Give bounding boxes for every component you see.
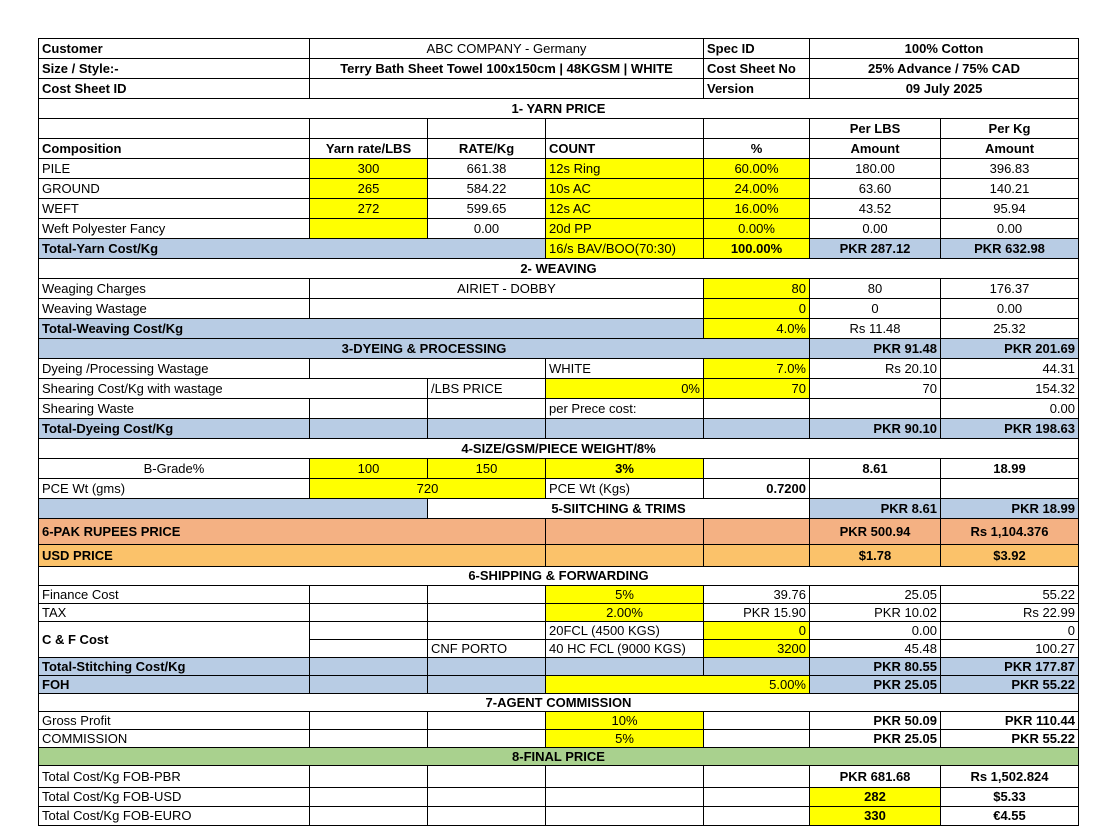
bgrade-kg: 18.99 [941, 459, 1079, 479]
cf-cost-label: C & F Cost [39, 622, 310, 658]
yarn-amount-kg: 396.83 [941, 159, 1079, 179]
cell [310, 399, 428, 419]
yarn-amount-kg: 0.00 [941, 219, 1079, 239]
dyeing-wastage-lbs: Rs 20.10 [810, 359, 941, 379]
foh-pct-input[interactable]: 5.00% [546, 676, 810, 694]
shearing-waste-row [39, 399, 1079, 419]
cell [310, 359, 546, 379]
header-row-size [39, 59, 1079, 79]
weaving-charges-lbs: 80 [810, 279, 941, 299]
yarn-column-header-row [39, 139, 1079, 159]
yarn-pct-input[interactable]: 60.00% [704, 159, 810, 179]
stitching-total-lbs: PKR 80.55 [810, 658, 941, 676]
yarn-total-lbs: PKR 287.12 [810, 239, 941, 259]
finance-pct-input[interactable]: 5% [546, 586, 704, 604]
weaving-total-kg: 25.32 [941, 319, 1079, 339]
weaving-total-pct[interactable]: 4.0% [704, 319, 810, 339]
cell [428, 658, 546, 676]
per-lbs-header: Per LBS [810, 119, 941, 139]
cell [546, 545, 704, 567]
cell [704, 519, 810, 545]
yarn-amount-kg: 95.94 [941, 199, 1079, 219]
fob-euro-row [39, 807, 1079, 826]
section-title-row [39, 259, 1079, 279]
yarn-total-count[interactable]: 16/s BAV/BOO(70:30) [546, 239, 704, 259]
foh-kg: PKR 55.22 [941, 676, 1079, 694]
cell [704, 419, 810, 439]
shearing-waste-kg: 0.00 [941, 399, 1079, 419]
usd-price-lbs: $1.78 [810, 545, 941, 567]
yarn-amount-lbs: 180.00 [810, 159, 941, 179]
agent-section-title: 7-AGENT COMMISSION [39, 694, 1079, 712]
cell [546, 658, 704, 676]
shearing-cost-input[interactable]: 70 [704, 379, 810, 399]
yarn-row-polyester [39, 219, 1079, 239]
yarn-subheader-row [39, 119, 1079, 139]
stitching-total-label: Total-Stitching Cost/Kg [39, 658, 310, 676]
per-kg-header: Per Kg [941, 119, 1079, 139]
yarn-rate-input[interactable]: 272 [310, 199, 428, 219]
cell [546, 119, 704, 139]
dyeing-total-lbs: PKR 90.10 [810, 419, 941, 439]
cell [941, 479, 1079, 499]
pce-weight-label: PCE Wt (gms) [39, 479, 310, 499]
weaving-section-title: 2- WEAVING [39, 259, 1079, 279]
weaving-total-lbs: Rs 11.48 [810, 319, 941, 339]
fcl20-row [39, 622, 1079, 640]
fcl20-kg: 0 [941, 622, 1079, 640]
loom-type[interactable]: AIRIET - DOBBY [310, 279, 704, 299]
gross-profit-kg: PKR 110.44 [941, 712, 1079, 730]
cell [428, 788, 546, 807]
finance-lbs: 25.05 [810, 586, 941, 604]
rupees-price-label: 6-PAK RUPEES PRICE [39, 519, 546, 545]
dyeing-title-lbs: PKR 91.48 [810, 339, 941, 359]
dyeing-title-kg: PKR 201.69 [941, 339, 1079, 359]
yarn-section-title: 1- YARN PRICE [39, 99, 1079, 119]
cost-sheet-id-label: Cost Sheet ID [39, 79, 310, 99]
fcl20-input[interactable]: 0 [704, 622, 810, 640]
bgrade-label: B-Grade% [39, 459, 310, 479]
size-style-value[interactable]: Terry Bath Sheet Towel 100x150cm | 48KGSM | WHITE [310, 59, 704, 79]
gross-profit-lbs: PKR 50.09 [810, 712, 941, 730]
cell [704, 712, 810, 730]
stitching-total-kg: PKR 177.87 [941, 658, 1079, 676]
weaving-charges-label: Weaging Charges [39, 279, 310, 299]
yarn-count-input[interactable]: 12s Ring [546, 159, 704, 179]
fcl40-kg: 100.27 [941, 640, 1079, 658]
cell [546, 419, 704, 439]
composition-header: Composition [39, 139, 310, 159]
size-style-label: Size / Style:- [39, 59, 310, 79]
dyeing-section-title: 3-DYEING & PROCESSING [39, 339, 810, 359]
finance-cost-label: Finance Cost [39, 586, 310, 604]
stitching-kg: PKR 18.99 [941, 499, 1079, 519]
gross-profit-row [39, 712, 1079, 730]
section-title-row [39, 99, 1079, 119]
cell [310, 299, 704, 319]
cell [310, 788, 428, 807]
size-section-title: 4-SIZE/GSM/PIECE WEIGHT/8% [39, 439, 1079, 459]
customer-value[interactable]: ABC COMPANY - Germany [310, 39, 704, 59]
cell [704, 399, 810, 419]
dyeing-title-row [39, 339, 1079, 359]
cell [310, 604, 428, 622]
section-title-row [39, 567, 1079, 586]
shearing-cost-row [39, 379, 1079, 399]
version-label: Version [704, 79, 810, 99]
cell [428, 622, 546, 640]
weaving-charges-kg: 176.37 [941, 279, 1079, 299]
yarn-rate-input[interactable]: 265 [310, 179, 428, 199]
section-title-row [39, 694, 1079, 712]
stitching-section-title: 5-SIITCHING & TRIMS [428, 499, 810, 519]
cell [310, 119, 428, 139]
weaving-total-label: Total-Weaving Cost/Kg [39, 319, 704, 339]
cost-sheet-id-value[interactable] [310, 79, 704, 99]
pct-header: % [704, 139, 810, 159]
cost-sheet-no-value[interactable]: 25% Advance / 75% CAD [810, 59, 1079, 79]
gross-profit-label: Gross Profit [39, 712, 310, 730]
fcl40-lbs: 45.48 [810, 640, 941, 658]
cell [546, 788, 704, 807]
dyeing-wastage-kg: 44.31 [941, 359, 1079, 379]
spec-id-label: Spec ID [704, 39, 810, 59]
yarn-count-input[interactable]: 20d PP [546, 219, 704, 239]
foh-row [39, 676, 1079, 694]
pce-kgs-label: PCE Wt (Kgs) [546, 479, 704, 499]
yarn-rate-kg: 599.65 [428, 199, 546, 219]
cell [310, 658, 428, 676]
cell [428, 399, 546, 419]
weaving-wastage-input[interactable]: 0 [704, 299, 810, 319]
dyeing-color[interactable]: WHITE [546, 359, 704, 379]
shearing-waste-label: Shearing Waste [39, 399, 310, 419]
version-value[interactable]: 09 July 2025 [810, 79, 1079, 99]
yarn-amount-kg: 140.21 [941, 179, 1079, 199]
tax-row [39, 604, 1079, 622]
cell [310, 622, 428, 640]
yarn-row-weft [39, 199, 1079, 219]
yarn-total-row [39, 239, 1079, 259]
commission-lbs: PKR 25.05 [810, 730, 941, 748]
yarn-rate-header: Yarn rate/LBS [310, 139, 428, 159]
rupees-price-row [39, 519, 1079, 545]
cell [428, 604, 546, 622]
commission-pct-input[interactable]: 5% [546, 730, 704, 748]
fob-pbr-kg: Rs 1,502.824 [941, 766, 1079, 788]
tax-kg: Rs 22.99 [941, 604, 1079, 622]
yarn-name: PILE [39, 159, 310, 179]
fob-usd-row [39, 788, 1079, 807]
cell [428, 586, 546, 604]
bgrade-lbs: 8.61 [810, 459, 941, 479]
bgrade-input-2[interactable]: 150 [428, 459, 546, 479]
fcl40-label: 40 HC FCL (9000 KGS) [546, 640, 704, 658]
cell [704, 807, 810, 826]
tax-pct-input[interactable]: 2.00% [546, 604, 704, 622]
cell [310, 586, 428, 604]
dyeing-total-row [39, 419, 1079, 439]
piece-cost-label: per Prece cost: [546, 399, 704, 419]
cell [428, 676, 546, 694]
yarn-pct-input[interactable]: 0.00% [704, 219, 810, 239]
rupees-price-lbs: PKR 500.94 [810, 519, 941, 545]
yarn-total-kg: PKR 632.98 [941, 239, 1079, 259]
yarn-amount-lbs: 0.00 [810, 219, 941, 239]
fcl20-lbs: 0.00 [810, 622, 941, 640]
yarn-rate-input[interactable] [310, 219, 428, 239]
cost-sheet-table [38, 38, 1079, 826]
customer-label: Customer [39, 39, 310, 59]
cell [704, 766, 810, 788]
weaving-charges-input[interactable]: 80 [704, 279, 810, 299]
rupees-price-kg: Rs 1,104.376 [941, 519, 1079, 545]
cell [428, 807, 546, 826]
cell [310, 640, 428, 658]
yarn-name: WEFT [39, 199, 310, 219]
cell [704, 459, 810, 479]
cell [546, 766, 704, 788]
shearing-cost-label: Shearing Cost/Kg with wastage [39, 379, 428, 399]
yarn-pct-input[interactable]: 16.00% [704, 199, 810, 219]
cost-sheet-no-label: Cost Sheet No [704, 59, 810, 79]
rate-kg-header: RATE/Kg [428, 139, 546, 159]
cell [310, 676, 428, 694]
cell [546, 807, 704, 826]
cell [428, 730, 546, 748]
cell [39, 119, 310, 139]
cell [810, 399, 941, 419]
yarn-rate-kg: 584.22 [428, 179, 546, 199]
tax-base: PKR 15.90 [704, 604, 810, 622]
finance-cost-row [39, 586, 1079, 604]
commission-label: COMMISSION [39, 730, 310, 748]
weaving-wastage-lbs: 0 [810, 299, 941, 319]
fcl40-input[interactable]: 3200 [704, 640, 810, 658]
foh-lbs: PKR 25.05 [810, 676, 941, 694]
yarn-count-input[interactable]: 10s AC [546, 179, 704, 199]
spec-id-value[interactable]: 100% Cotton [810, 39, 1079, 59]
pce-kgs-value: 0.7200 [704, 479, 810, 499]
yarn-amount-lbs: 43.52 [810, 199, 941, 219]
cell [810, 479, 941, 499]
dyeing-wastage-label: Dyeing /Processing Wastage [39, 359, 310, 379]
tax-lbs: PKR 10.02 [810, 604, 941, 622]
cell [428, 119, 546, 139]
fob-usd-kg: $5.33 [941, 788, 1079, 807]
fcl20-label: 20FCL (4500 KGS) [546, 622, 704, 640]
weaving-total-row [39, 319, 1079, 339]
shearing-cost-kg: 154.32 [941, 379, 1079, 399]
cell [546, 519, 704, 545]
stitching-total-row [39, 658, 1079, 676]
yarn-total-label: Total-Yarn Cost/Kg [39, 239, 546, 259]
finance-kg: 55.22 [941, 586, 1079, 604]
commission-kg: PKR 55.22 [941, 730, 1079, 748]
cell [428, 419, 546, 439]
tax-label: TAX [39, 604, 310, 622]
cell [704, 545, 810, 567]
weaving-wastage-kg: 0.00 [941, 299, 1079, 319]
bgrade-input-1[interactable]: 100 [310, 459, 428, 479]
cell [310, 419, 428, 439]
shearing-cost-lbs: 70 [810, 379, 941, 399]
cell [704, 788, 810, 807]
yarn-rate-input[interactable]: 300 [310, 159, 428, 179]
yarn-pct-input[interactable]: 24.00% [704, 179, 810, 199]
cell [310, 730, 428, 748]
yarn-count-input[interactable]: 12s AC [546, 199, 704, 219]
final-title-row [39, 748, 1079, 766]
yarn-rate-kg: 0.00 [428, 219, 546, 239]
yarn-total-pct: 100.00% [704, 239, 810, 259]
count-header: COUNT [546, 139, 704, 159]
shipping-section-title: 6-SHIPPING & FORWARDING [39, 567, 1079, 586]
euro-rate-input[interactable]: 330 [810, 807, 941, 826]
yarn-row-pile [39, 159, 1079, 179]
yarn-name: GROUND [39, 179, 310, 199]
yarn-rate-kg: 661.38 [428, 159, 546, 179]
header-row-customer [39, 39, 1079, 59]
dyeing-wastage-row [39, 359, 1079, 379]
final-section-title: 8-FINAL PRICE [39, 748, 1079, 766]
lbs-price-label: /LBS PRICE [428, 379, 546, 399]
pce-weight-input[interactable]: 720 [310, 479, 546, 499]
cell [310, 807, 428, 826]
amount-lbs-header: Amount [810, 139, 941, 159]
dyeing-wastage-pct[interactable]: 7.0% [704, 359, 810, 379]
header-row-id [39, 79, 1079, 99]
cell [428, 712, 546, 730]
cell [704, 119, 810, 139]
pce-weight-row [39, 479, 1079, 499]
weaving-wastage-row [39, 299, 1079, 319]
cell [704, 730, 810, 748]
cell [310, 766, 428, 788]
foh-label: FOH [39, 676, 310, 694]
stitching-row [39, 499, 1079, 519]
fob-euro-kg: €4.55 [941, 807, 1079, 826]
yarn-name: Weft Polyester Fancy [39, 219, 310, 239]
shearing-pct-input[interactable]: 0% [546, 379, 704, 399]
bgrade-pct[interactable]: 3% [546, 459, 704, 479]
gross-profit-pct-input[interactable]: 10% [546, 712, 704, 730]
weaving-charges-row [39, 279, 1079, 299]
dyeing-total-label: Total-Dyeing Cost/Kg [39, 419, 310, 439]
fob-pbr-row [39, 766, 1079, 788]
bgrade-row [39, 459, 1079, 479]
stitching-left-fill [39, 499, 428, 519]
cell [310, 712, 428, 730]
amount-kg-header: Amount [941, 139, 1079, 159]
cell [704, 658, 810, 676]
yarn-row-ground [39, 179, 1079, 199]
yarn-amount-lbs: 63.60 [810, 179, 941, 199]
usd-rate-input[interactable]: 282 [810, 788, 941, 807]
port-name[interactable]: CNF PORTO [428, 640, 546, 658]
section-title-row [39, 439, 1079, 459]
dyeing-total-kg: PKR 198.63 [941, 419, 1079, 439]
commission-row [39, 730, 1079, 748]
cell [428, 766, 546, 788]
weaving-wastage-label: Weaving Wastage [39, 299, 310, 319]
finance-base: 39.76 [704, 586, 810, 604]
fob-usd-label: Total Cost/Kg FOB-USD [39, 788, 310, 807]
usd-price-row [39, 545, 1079, 567]
fob-pbr-label: Total Cost/Kg FOB-PBR [39, 766, 310, 788]
fob-euro-label: Total Cost/Kg FOB-EURO [39, 807, 310, 826]
stitching-lbs: PKR 8.61 [810, 499, 941, 519]
usd-price-kg: $3.92 [941, 545, 1079, 567]
usd-price-label: USD PRICE [39, 545, 546, 567]
fob-pbr-lbs: PKR 681.68 [810, 766, 941, 788]
